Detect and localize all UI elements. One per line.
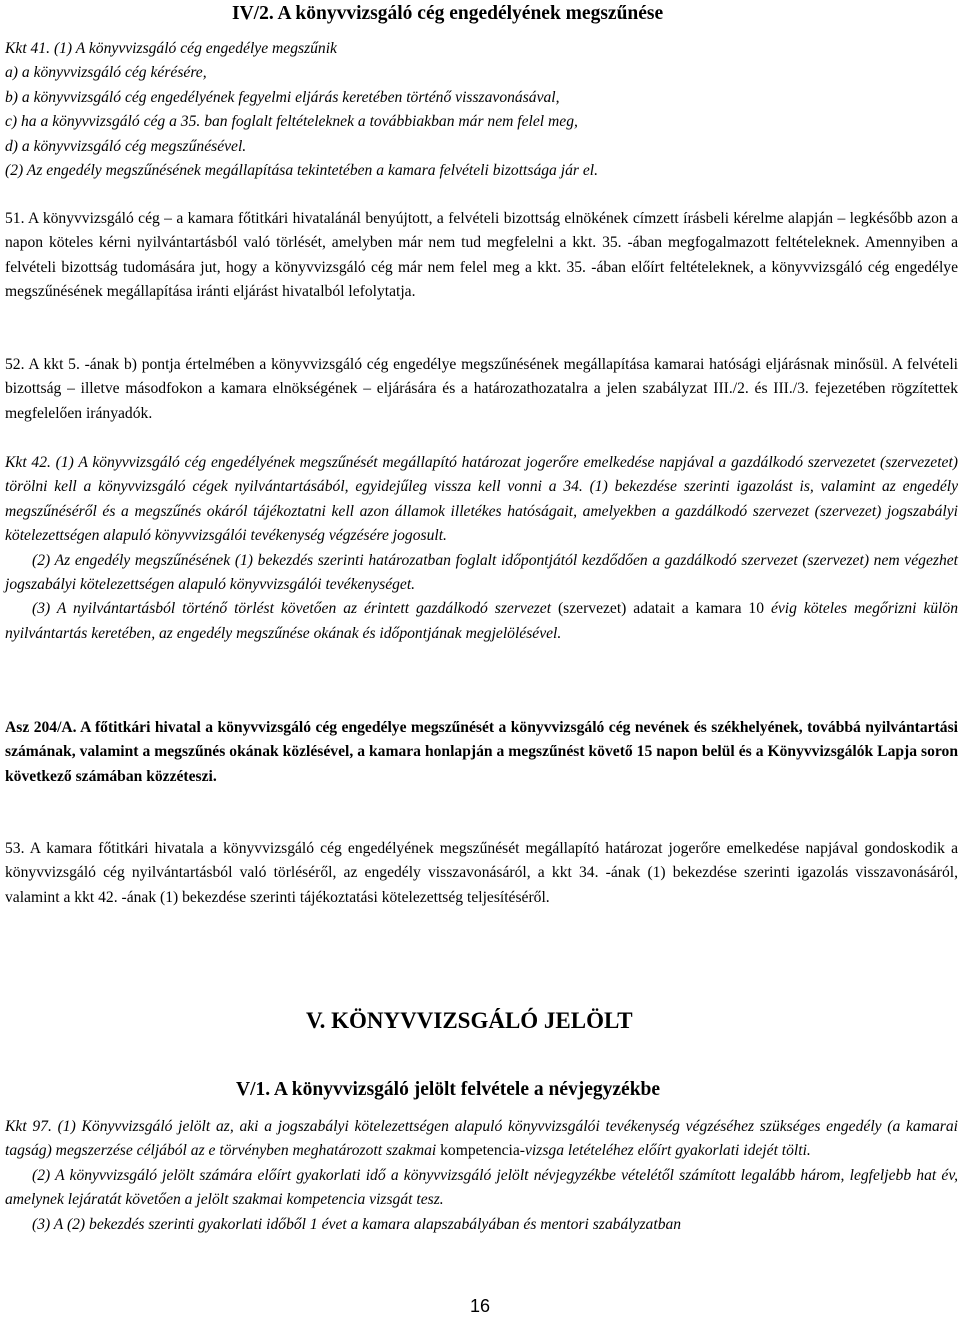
kkt42-block [5,451,958,646]
kkt97-para-1 [5,1115,958,1164]
paragraph-51 [5,207,958,305]
chapter-heading-v: V. KÖNYVVIZSGÁLÓ JELÖLT [306,1008,633,1033]
paragraph-52-text: 52. A kkt 5. -ának b) pontja értelmében a könyvvizsgáló cég engedélye megszűnésének megállapítása kamarai hatósági eljárásnak minősül. A felvételi bizottság – illetve másodfokon a kamara elnökségének – eljárására és a határozathozatalra a jelen szabályzat III./2. és III./3. fejezetében rögzítettek megfelelően irányadók. [5,356,958,422]
kkt97-para-3: (3) A (2) bekezdés szerinti gyakorlati időből 1 évet a kamara alapszabályában és mentori szabályzatban [32,1215,682,1233]
asz204a-label: Asz 204/A. [5,719,77,736]
asz204a-block [5,716,958,789]
paragraph-52 [5,353,958,426]
section-heading-v1: V/1. A könyvvizsgáló jelölt felvétele a névjegyzékbe [236,1079,661,1100]
kkt41-line-2: (2) Az engedély megszűnésének megállapítása tekintetében a kamara felvételi bizottsága jár el. [5,162,598,180]
kkt42-para-3 [5,597,958,646]
kkt41-line-d: d) a könyvvizsgáló cég megszűnésével. [5,137,247,155]
kkt41-line-c: c) ha a könyvvizsgáló cég a 35. ban foglalt feltételeknek a továbbiakban már nem felel meg, [5,113,578,131]
kkt41-line-a: a) a könyvvizsgáló cég kérésére, [5,64,207,82]
section-heading-iv2: IV/2. A könyvvizsgáló cég engedélyének megszűnése [232,3,664,24]
kkt97-block [5,1115,958,1237]
kkt97-para-2: (2) A könyvvizsgáló jelölt számára előírt gyakorlati idő a könyvvizsgáló jelölt névjegyzékbe vételétől számított legalább három, legfeljebb hat év, amelynek lejáratát követően a jelölt szakmai kompetencia vizsgát tesz. [5,1166,958,1209]
kkt42-para-3-part-3: évig köteles megőrizni külön nyilvántartás keretében, az engedély megszűnése okának és időpontjának megjelölésével. [5,600,958,642]
asz204a-body: A főtitkári hivatal a könyvvizsgáló cég engedélye megszűnését a könyvvizsgáló cég nevének és székhelyének, továbbá nyilvántartási számának, valamint a megszűnés okának közlésével, a kamara honlapján a megszűnést követő 15 napon belül és a Könyvvizsgálók Lapja soron következő számában közzéteszi. [5,719,958,785]
kkt42-para-3-part-2: (szervezet) adatait a kamara 10 [557,600,765,618]
kkt42-para-1: Kkt 42. (1) A könyvvizsgáló cég engedélyének megszűnését megállapító határozat jogerőre emelkedése napjával a gazdálkodó szervezetet (szervezetet) törölni kell a könyvvizsgáló cégek nyilvántartásából, egyidejűleg vissza kell vonni a 34. (1) bekezdése szerinti igazolást is, valamint az engedély megszűnéséről és a megszűnés okáról tájékoztatni kell azon államok illetékes hatóságait, amelyekben a gazdálkodó szervezet (szervezet) jogszabályi kötelezettségen alapuló könyvvizsgálói tevékenység végzésére jogosult. [5,454,958,545]
kkt97-para-1-part-3: vizsga letételéhez előírt gyakorlati idejét tölti. [525,1142,811,1160]
paragraph-51-text: 51. A könyvvizsgáló cég – a kamara főtitkári hivatalánál benyújtott, a felvételi bizottság elnökének címzett írásbeli kérelme alapján – legkésőbb azon a napon köteles kérni nyilvántartásból való törlését, amelyben már nem tud megfelelni a kkt. 35. -ában megfogalmazott feltételeknek. Amennyiben a felvételi bizottság tudomására jut, hogy a könyvvizsgáló cég már nem felel meg a kkt. 35. -ában előírt feltételeknek, a könyvvizsgáló cég engedélye megszűnésének megállapítása iránti eljárást hivatalból lefolytatja. [5,210,958,301]
kkt97-para-1-part-2: kompetencia- [440,1142,525,1160]
paragraph-53-text: 53. A kamara főtitkári hivatala a könyvvizsgáló cég engedélyének megszűnését megállapító határozat jogerőre emelkedése napjával gondoskodik a könyvvizsgáló cég nyilvántartásból való törléséről, az engedély visszavonásáról, a kkt 34. -ának (1) bekezdése szerinti igazolás visszavonásáról, valamint a kkt 42. -ának (1) bekezdése szerinti tájékoztatási kötelezettség teljesítéséről. [5,840,958,906]
kkt41-block [5,37,958,183]
asz204a-text [5,716,958,789]
kkt97-para-1-part-1: Kkt 97. (1) Könyvvizsgáló jelölt az, aki a jogszabályi kötelezettségen alapuló könyvvizsgálói tevékenység végzéséhez szükséges engedély (a kamarai tagság) megszerzése céljából az e törvényben meghatározott szakmai [5,1118,958,1160]
paragraph-53 [5,837,958,910]
kkt42-para-3-part-1: (3) A nyilvántartásból történő törlést követően az érintett gazdálkodó szervezet [32,600,558,618]
kkt42-para-2: (2) Az engedély megszűnésének (1) bekezdés szerinti határozatban foglalt időpontjától kezdődően a gazdálkodó szervezet (szervezet) nem végezhet jogszabályi kötelezettségen alapuló könyvvizsgálói tevékenységet. [5,551,958,594]
page-number: 16 [470,1296,491,1316]
kkt41-line-1: Kkt 41. (1) A könyvvizsgáló cég engedélye megszűnik [5,40,337,57]
kkt41-line-b: b) a könyvvizsgáló cég engedélyének fegyelmi eljárás keretében történő visszavonásával, [5,88,560,106]
